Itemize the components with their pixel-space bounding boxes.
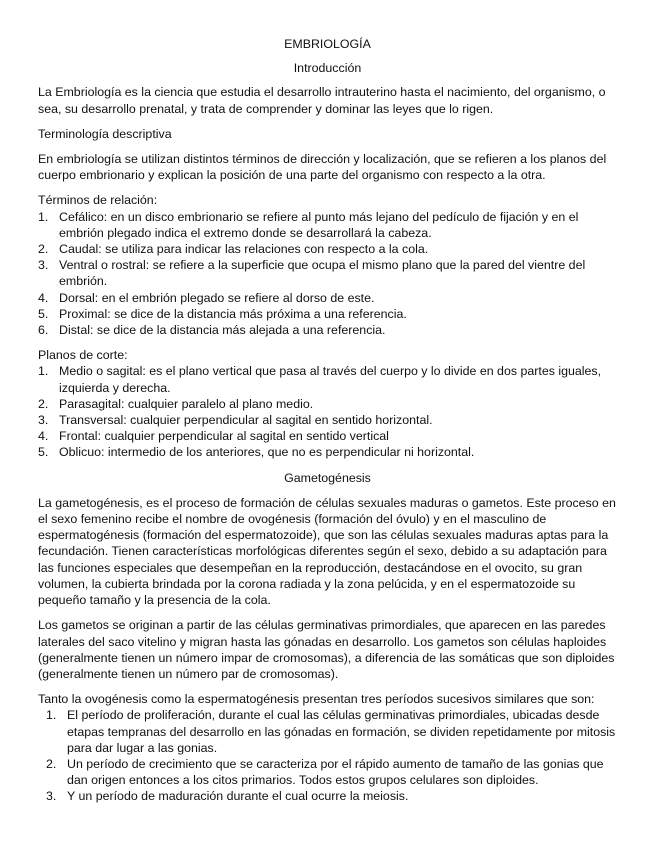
list-item: 2. Caudal: se utiliza para indicar las relaciones con respecto a la cola. [38,242,429,257]
gametogenesis-paragraph-2: Los gametos se originan a partir de las células germinativas primordiales, que aparecen en las paredes laterales del saco vitelino y migran hasta las gónadas en desarrollo. Los gametos son células haploides (generalmente tienen un número impar de cromosomas), a diferencia de las somáticas que son diploides (generalmente tienen un número par de cromosomas). [38,618,615,681]
gametogenesis-paragraph-1: La gametogénesis, es el proceso de formación de células sexuales maduras o gametos. Este proceso en el sexo femenino recibe el nombre de ovogénesis (formación del óvulo) y en el masculino de espermatogénesis (formación del espermatozoide), que son las células sexuales maduras aptas para la fecundación. Tienen características morfológicas diferentes según el sexo, debido a su adaptación para las funciones especiales que desempeñan en la reproducción, destacándose en el ovocito, su gran volumen, la cubierta brindada por la corona radiada y la zona pelúcida, y en el espermatozoide su pequeño tamaño y la presencia de la cola. [38,495,616,608]
list-item: 3. Y un período de maduración durante el cual ocurre la meiosis. [46,789,409,804]
list-item: 6. Distal: se dice de la distancia más alejada a una referencia. [38,323,386,338]
planes-heading: Planos de corte: [38,348,128,363]
list-item: 1. Cefálico: en un disco embrionario se refiere al punto más lejano del pedículo de fijación y en el embrión plegado indica el extremo donde se desarrollará la cabeza. [38,209,579,240]
planes-list [38,363,617,460]
list-item: 1. Medio o sagital: es el plano vertical que pasa al través del cuerpo y lo divide en dos partes iguales, izquierda y derecha. [38,364,602,395]
list-item: 3. Transversal: cualquier perpendicular al sagital en sentido horizontal. [38,413,433,428]
terminology-paragraph: En embriología se utilizan distintos términos de dirección y localización, que se refieren a los planos del cuerpo embrionario y explican la posición de una parte del organismo con respecto a la otra. [38,152,607,183]
list-item: 2. Un período de crecimiento que se caracteriza por el rápido aumento de tamaño de las gonias que dan origen entonces a los citos primarios. Todos estos grupos celulares son diploides. [46,756,604,788]
list-item: 5. Oblicuo: intermedio de los anteriores, que no es perpendicular ni horizontal. [38,445,475,460]
intro-paragraph: La Embriología es la ciencia que estudia el desarrollo intrauterino hasta el nacimiento, del organismo, o sea, su desarrollo prenatal, y trata de comprender y dominar las leyes que lo rigen. [38,85,606,116]
relation-terms-heading: Términos de relación: [38,193,158,208]
gametogenesis-heading: Gametogénesis [284,470,371,485]
list-item: 5. Proximal: se dice de la distancia más próxima a una referencia. [38,306,407,321]
periods-list [38,707,617,804]
relation-terms-list [38,209,617,339]
list-item: 3. Ventral o rostral: se refiere a la superficie que ocupa el mismo plano que la pared del vientre del embrión. [38,258,586,289]
list-item: 4. Frontal: cualquier perpendicular al sagital en sentido vertical [38,429,389,444]
list-item: 2. Parasagital: cualquier paralelo al plano medio. [38,396,314,411]
intro-heading: Introducción [293,61,362,76]
periods-intro: Tanto la ovogénesis como la espermatogénesis presentan tres períodos sucesivos similares que son: [38,692,595,707]
list-item: 1. El período de proliferación, durante el cual las células germinativas primordiales, ubicadas desde etapas tempranas del desarrollo en las gónadas en formación, se dividen repetidamente por mitosis para dar lugar a las gonias. [46,708,616,755]
terminology-heading: Terminología descriptiva [38,126,172,141]
list-item: 4. Dorsal: en el embrión plegado se refiere al dorso de este. [38,290,375,305]
document-title: EMBRIOLOGÍA [284,37,371,51]
